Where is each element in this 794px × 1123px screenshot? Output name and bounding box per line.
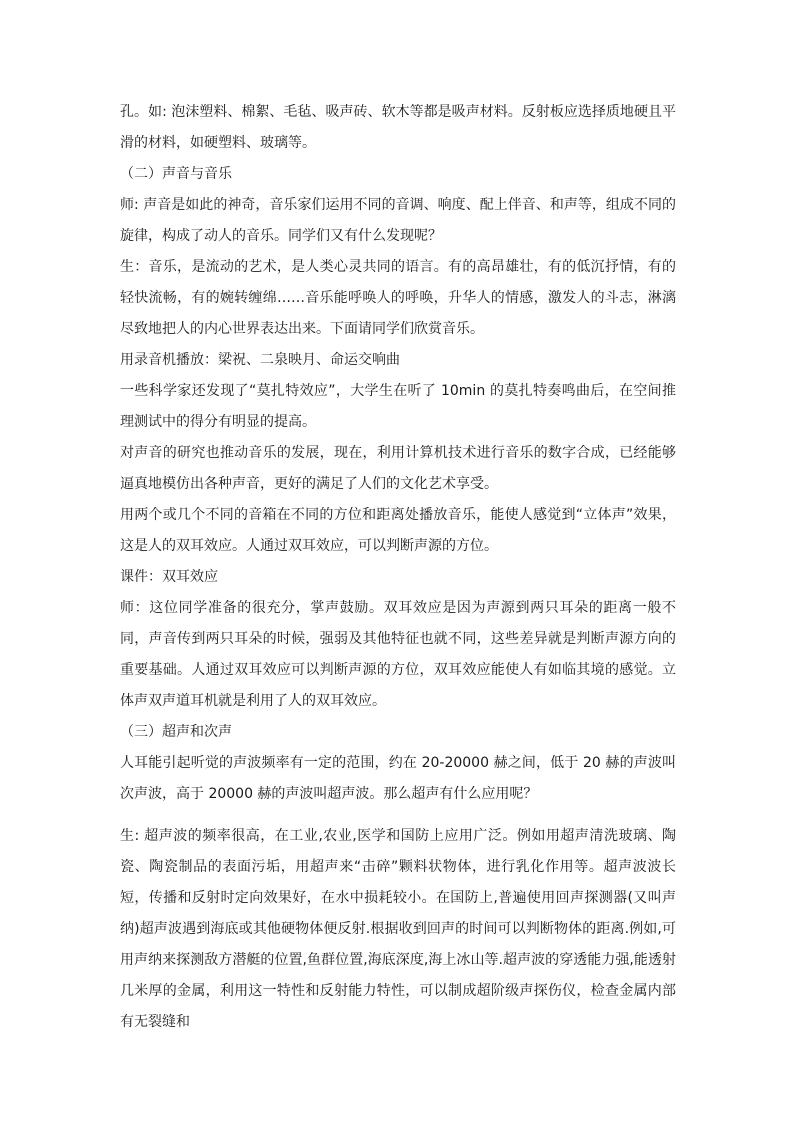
paragraph-courseware-binaural: 课件：双耳效应 (120, 569, 218, 585)
paragraph-teacher-music-intro: 师: 声音是如此的神奇，音乐家们运用不同的音调、响度、配上伴音、和声等，组成不同的旋律，构成了动人的音乐。同学们又有什么发现呢？ (120, 197, 676, 244)
paragraph-digital-synthesis: 对声音的研究也推动音乐的发展，现在，利用计算机技术进行音乐的数字合成，已经能够逼真地模仿出各种声音，更好的满足了人们的文化艺术享受。 (120, 445, 676, 492)
paragraph-frequency-range: 人耳能引起听觉的声波频率有一定的范围，约在 20-20000 赫之间，低于 20 赫的声波叫次声波，高于 20000 赫的声波叫超声波。那么超声有什么应用呢？ (120, 755, 676, 802)
paragraph-teacher-binaural-explanation: 师：这位同学准备的很充分，掌声鼓励。双耳效应是因为声源到两只耳朵的距离一般不同，声音传到两只耳朵的时候，强弱及其他特征也就不同，这些差异就是判断声源方向的重要基础。人通过双耳效应可以判断声源的方位，双耳效应能使人有如临其境的感觉。立体声双声道耳机就是利用了人的双耳效应。 (120, 600, 676, 709)
paragraph-student-ultrasound-applications: 生: 超声波的频率很高，在工业,农业,医学和国防上应用广泛。例如用超声清洗玻璃、陶瓷、陶瓷制品的表面污垢，用超声来“击碎”颗料状物体，进行乳化作用等。超声波波长短，传播和反射时定向效果好，在水中损耗较小。在国防上,普遍使用回声探测器(又叫声纳)超声波遇到海底或其他硬物体便反射.根据收到回声的时间可以判断物体的距离.例如,可用声纳来探测敌方潜艇的位置,鱼群位置,海底深度,海上冰山等.超声波的穿透能力强,能透射几米厚的金属，利用这一特性和反射能力特性，可以制成超阶级声探伤仪，检查金属内部有无裂缝和 (120, 828, 676, 1030)
paragraph-sound-absorbing-materials: 孔。如: 泡沫塑料、棉絮、毛毡、吸声砖、软木等都是吸声材料。反射板应选择质地硬且平滑的材料，如硬塑料、玻璃等。 (120, 104, 676, 151)
paragraph-recorder-playback: 用录音机播放：梁祝、二泉映月、命运交响曲 (120, 352, 400, 368)
paragraph-stereo-effect: 用两个或几个不同的音箱在不同的方位和距离处播放音乐，能使人感觉到“立体声”效果，这是人的双耳效应。人通过双耳效应，可以判断声源的方位。 (120, 507, 676, 554)
section-heading-sound-and-music: （二）声音与音乐 (120, 166, 232, 182)
document-body (120, 97, 676, 1038)
section-heading-ultrasound-infrasound: （三）超声和次声 (120, 724, 232, 740)
paragraph-mozart-effect: 一些科学家还发现了“莫扎特效应”，大学生在听了 10min 的莫扎特奏鸣曲后，在空间推理测试中的得分有明显的提高。 (120, 383, 676, 430)
paragraph-student-music-answer: 生：音乐，是流动的艺术，是人类心灵共同的语言。有的高昂雄壮，有的低沉抒情，有的轻快流畅，有的婉转缠绵……音乐能呼唤人的呼唤，升华人的情感，激发人的斗志，淋漓尽致地把人的内心世界表达出来。下面请同学们欣赏音乐。 (120, 259, 676, 337)
